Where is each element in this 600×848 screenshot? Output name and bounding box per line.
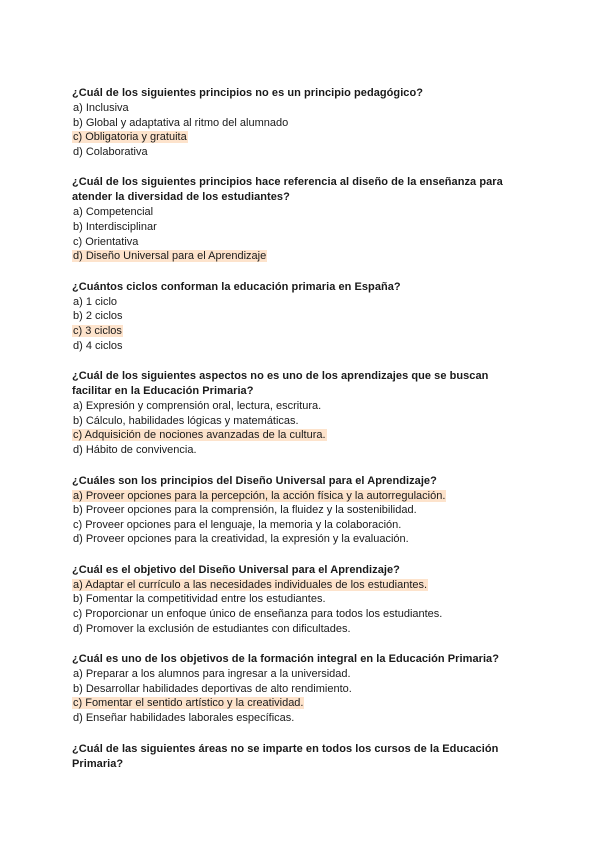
question-8: [72, 742, 522, 772]
option-c-correct: [72, 130, 522, 145]
question-3: [72, 280, 522, 353]
option-a-correct: [72, 489, 522, 504]
option-b: [72, 116, 522, 131]
highlighted-answer: a) Adaptar el currículo a las necesidades individuales de los estudiantes.: [73, 578, 428, 591]
option-text: c) Proveer opciones para el lenguaje, la memoria y la colaboración.: [73, 518, 402, 531]
question-6: [72, 563, 522, 636]
option-b: [72, 220, 522, 235]
option-c-correct: [72, 428, 522, 443]
option-b: [72, 592, 522, 607]
highlighted-answer: c) Obligatoria y gratuita: [73, 131, 187, 144]
highlighted-answer: a) Proveer opciones para la percepción, la acción física y la autorregulación.: [73, 489, 446, 502]
option-text: d) Colaborativa: [73, 145, 148, 158]
option-list: [72, 489, 522, 547]
highlighted-answer: d) Diseño Universal para el Aprendizaje: [73, 250, 267, 263]
option-d: [72, 532, 522, 547]
question-title: ¿Cuál de las siguientes áreas no se imparte en todos los cursos de la Educación Primaria?: [72, 742, 499, 770]
option-text: a) Competencial: [73, 206, 154, 219]
option-text: d) Hábito de convivencia.: [73, 443, 197, 456]
question-title: ¿Cuáles son los principios del Diseño Universal para el Aprendizaje?: [72, 474, 437, 487]
question-title: ¿Cuál es uno de los objetivos de la formación integral en la Educación Primaria?: [72, 653, 499, 666]
option-b: [72, 309, 522, 324]
option-c-correct: [72, 324, 522, 339]
option-list: [72, 101, 522, 159]
highlighted-answer: c) 3 ciclos: [73, 324, 122, 337]
question-title: ¿Cuál de los siguientes aspectos no es uno de los aprendizajes que se buscan facilitar en la Educación Primaria?: [72, 370, 489, 398]
question-title: ¿Cuántos ciclos conforman la educación primaria en España?: [72, 280, 401, 293]
option-text: c) Orientativa: [73, 235, 139, 248]
option-text: d) Promover la exclusión de estudiantes con dificultades.: [73, 622, 351, 635]
option-text: b) Fomentar la competitividad entre los estudiantes.: [73, 593, 326, 606]
option-c-correct: [72, 696, 522, 711]
option-b: [72, 414, 522, 429]
option-text: d) Proveer opciones para la creatividad, la expresión y la evaluación.: [73, 533, 409, 546]
option-text: a) Preparar a los alumnos para ingresar a la universidad.: [73, 668, 351, 681]
highlighted-answer: c) Adquisición de nociones avanzadas de la cultura.: [73, 429, 326, 442]
option-d: [72, 622, 522, 637]
option-text: b) Interdisciplinar: [73, 220, 157, 233]
option-a: [72, 667, 522, 682]
option-list: [72, 399, 522, 457]
option-d: [72, 443, 522, 458]
option-b: [72, 682, 522, 697]
option-a: [72, 399, 522, 414]
option-text: b) Proveer opciones para la comprensión, la fluidez y la sostenibilidad.: [73, 504, 417, 517]
option-text: a) Inclusiva: [73, 102, 129, 114]
option-list: [72, 295, 522, 353]
option-b: [72, 503, 522, 518]
option-a-correct: [72, 578, 522, 593]
question-1: [72, 86, 522, 159]
option-text: d) Enseñar habilidades laborales específicas.: [73, 712, 295, 725]
option-list: [72, 205, 522, 263]
option-d: [72, 339, 522, 354]
option-c: [72, 518, 522, 533]
option-text: c) Proporcionar un enfoque único de enseñanza para todos los estudiantes.: [73, 608, 443, 621]
quiz-document: [72, 86, 522, 788]
question-7: [72, 652, 522, 725]
question-5: [72, 474, 522, 547]
option-list: [72, 578, 522, 636]
option-text: a) 1 ciclo: [73, 295, 118, 308]
question-title: ¿Cuál de los siguientes principios hace referencia al diseño de la enseñanza para atender la diversidad de los estudiantes?: [72, 176, 503, 204]
option-d-correct: [72, 249, 522, 264]
option-text: b) Cálculo, habilidades lógicas y matemáticas.: [73, 414, 299, 427]
option-text: b) 2 ciclos: [73, 310, 123, 323]
option-c: [72, 607, 522, 622]
option-a: [72, 205, 522, 220]
option-d: [72, 145, 522, 160]
option-list: [72, 667, 522, 725]
option-text: a) Expresión y comprensión oral, lectura, escritura.: [73, 400, 322, 413]
question-2: [72, 175, 522, 263]
question-4: [72, 369, 522, 457]
option-a: [72, 295, 522, 310]
option-c: [72, 235, 522, 250]
question-title: ¿Cuál de los siguientes principios no es un principio pedagógico?: [72, 87, 424, 99]
option-d: [72, 711, 522, 726]
option-text: b) Global y adaptativa al ritmo del alumnado: [73, 116, 289, 129]
option-text: d) 4 ciclos: [73, 339, 123, 352]
question-title: ¿Cuál es el objetivo del Diseño Universal para el Aprendizaje?: [72, 563, 400, 576]
highlighted-answer: c) Fomentar el sentido artístico y la creatividad.: [73, 697, 304, 710]
option-a: [72, 101, 522, 116]
option-text: b) Desarrollar habilidades deportivas de alto rendimiento.: [73, 682, 352, 695]
